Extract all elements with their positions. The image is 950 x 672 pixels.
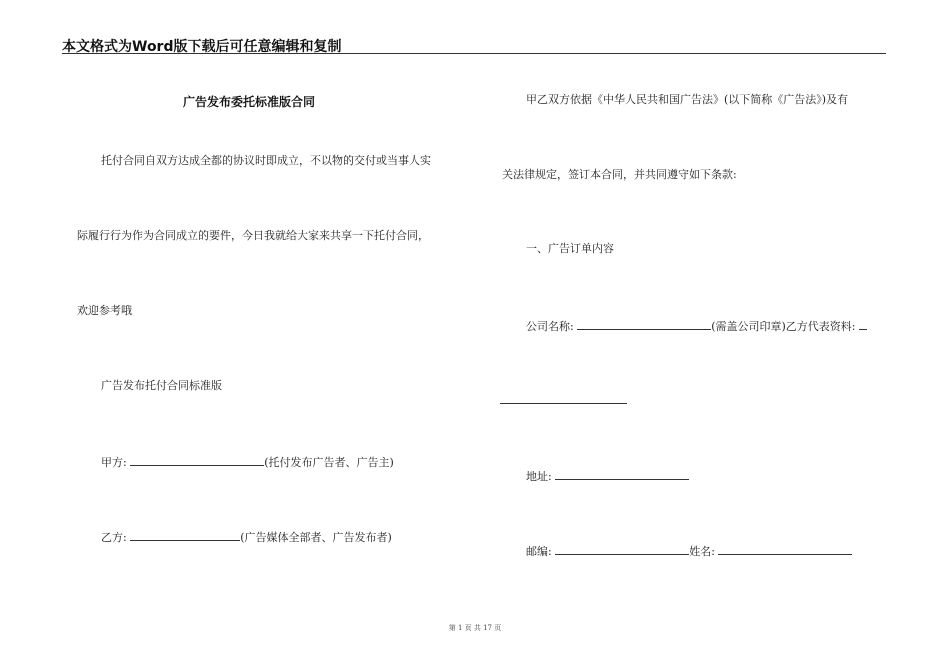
party-a-row — [101, 454, 394, 470]
section-heading-1: 一、广告订单内容 — [526, 242, 614, 255]
rep-info-blank-continued[interactable] — [500, 403, 627, 404]
intro-line-1: 托付合同自双方达成全都的协议时即成立，不以物的交付或当事人实 — [101, 154, 431, 167]
address-label: 地址: — [526, 470, 552, 483]
party-b-note: (广告媒体全部者、广告发布者) — [240, 531, 392, 544]
document-title: 广告发布委托标准版合同 — [183, 95, 316, 109]
name-blank[interactable] — [718, 543, 852, 555]
postcode-name-row — [526, 543, 852, 559]
contract-subtitle: 广告发布托付合同标准版 — [101, 379, 222, 392]
address-blank[interactable] — [555, 468, 689, 480]
intro-line-3: 欢迎参考哦 — [77, 304, 132, 317]
address-row — [526, 468, 689, 484]
company-note: (需盖公司印章)乙方代表资料: — [711, 320, 856, 333]
name-label: 姓名: — [689, 545, 715, 558]
party-a-blank[interactable] — [130, 454, 264, 466]
party-a-note: (托付发布广告者、广告主) — [264, 456, 394, 469]
right-para-line-1: 甲乙双方依据《中华人民共和国广告法》(以下简称《广告法》)及有 — [526, 93, 849, 106]
postcode-blank[interactable] — [555, 543, 689, 555]
party-b-label: 乙方: — [101, 531, 127, 544]
intro-line-2: 际履行行为作为合同成立的要件，今日我就给大家来共享一下托付合同， — [77, 229, 429, 242]
company-blank[interactable] — [577, 318, 711, 330]
party-b-blank[interactable] — [130, 529, 240, 541]
page-number: 第 1 页 共 17 页 — [448, 624, 502, 632]
party-a-label: 甲方: — [101, 456, 127, 469]
postcode-label: 邮编: — [526, 545, 552, 558]
page-header: 本文格式为Word版下载后可任意编辑和复制 — [62, 39, 342, 55]
company-label: 公司名称: — [526, 320, 574, 333]
right-para-line-2: 关法律规定，签订本合同，并共同遵守如下条款: — [502, 168, 737, 181]
header-rule — [62, 53, 886, 54]
rep-info-blank[interactable] — [859, 318, 867, 330]
company-row — [526, 318, 867, 334]
party-b-row — [101, 529, 392, 545]
